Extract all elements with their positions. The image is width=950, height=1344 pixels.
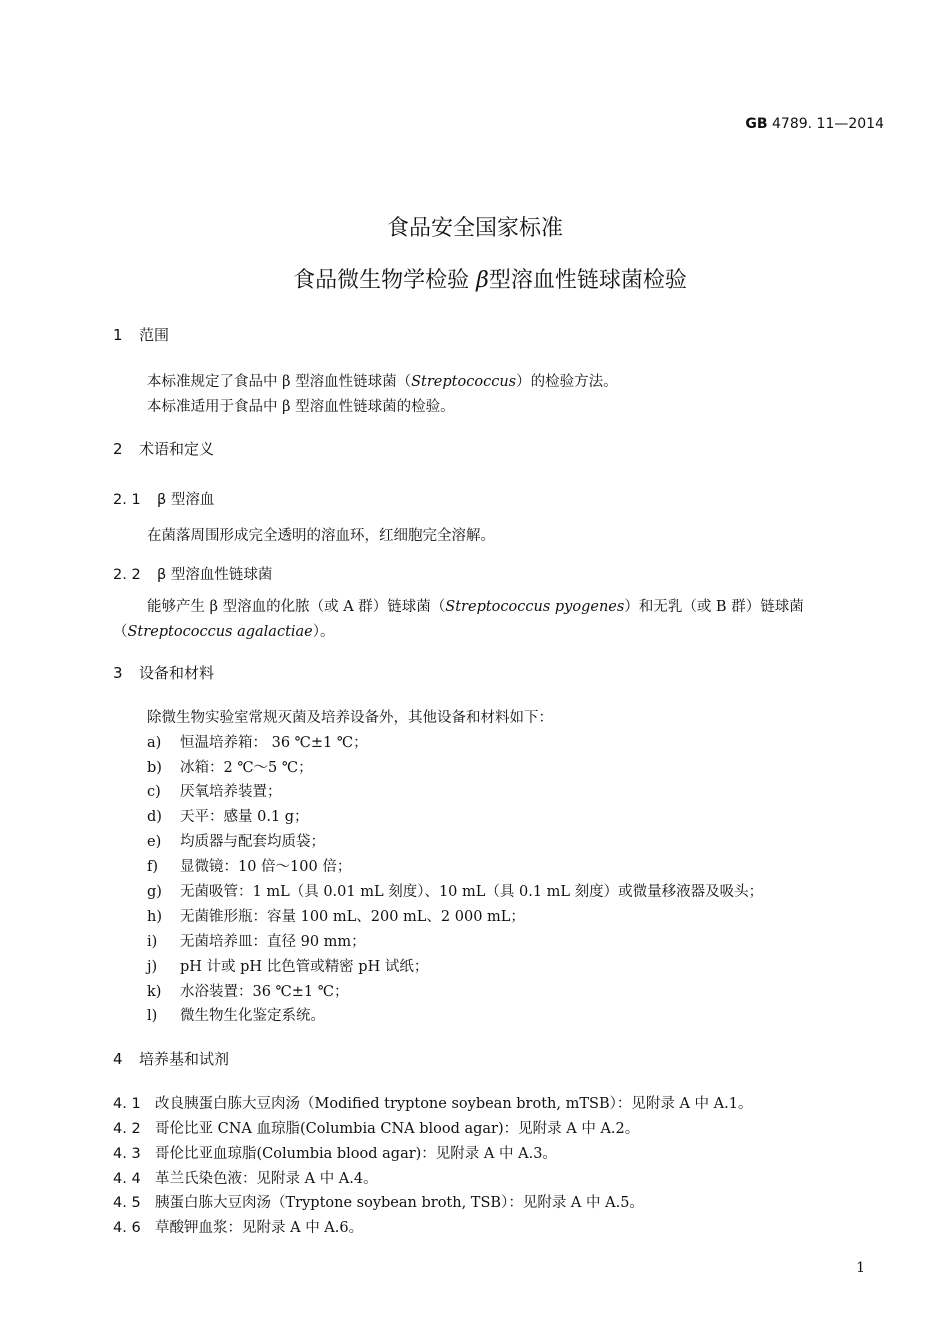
section-number: 3: [113, 664, 123, 682]
section-title: 培养基和试剂: [139, 1050, 230, 1068]
list-label: f): [147, 859, 159, 875]
list-label: i): [147, 934, 158, 950]
subsection-number: 4. 6: [113, 1220, 141, 1236]
document-title: 食品安全国家标准: [386, 216, 563, 241]
list-label: a): [147, 735, 162, 751]
subsection-text: 哥伦比亚血琼脂(Columbia blood agar)：见附录 A 中 A.3。: [155, 1146, 557, 1162]
text-run: （: [113, 624, 128, 640]
subsection-item: [113, 1191, 644, 1212]
list-text: 无菌吸管：1 mL（具 0.01 mL 刻度）、10 mL（具 0.1 mL 刻度）或微量移液器及吸头；: [180, 884, 764, 900]
section-number: 4: [113, 1050, 123, 1068]
standard-code-prefix: GB: [745, 116, 768, 132]
section-4-heading: [113, 1048, 229, 1069]
page-number: 1: [856, 1260, 865, 1276]
subsection-2-1-heading: [113, 488, 214, 509]
list-item: [147, 805, 309, 826]
section-1-heading: [113, 324, 169, 345]
section-2-heading: [113, 438, 214, 459]
subsection-item: [113, 1167, 378, 1188]
subsection-item: [113, 1092, 752, 1113]
subsection-2-2-text-line-2: [113, 620, 335, 641]
section-number: 2: [113, 440, 123, 458]
list-label: c): [147, 784, 161, 800]
list-label: h): [147, 909, 162, 925]
list-text: 均质器与配套均质袋；: [180, 834, 325, 850]
list-item: [147, 955, 428, 976]
list-text: 显微镜：10 倍～100 倍；: [180, 859, 352, 875]
section-title: 设备和材料: [139, 664, 215, 682]
subtitle-beta: β: [476, 268, 489, 293]
text-run: ）的检验方法。: [516, 374, 618, 390]
section-title: 范围: [139, 326, 170, 344]
list-item: [147, 855, 351, 876]
list-text: 厌氧培养装置；: [180, 784, 282, 800]
list-text: 冰箱：2 ℃～5 ℃；: [180, 760, 313, 776]
subsection-text: 改良胰蛋白胨大豆肉汤（Modified tryptone soybean broth, mTSB）：见附录 A 中 A.1。: [155, 1096, 753, 1112]
list-label: e): [147, 834, 162, 850]
list-label: j): [147, 959, 158, 975]
list-text: 天平：感量 0.1 g；: [180, 809, 309, 825]
list-text: 无菌培养皿：直径 90 mm；: [180, 934, 366, 950]
list-text: 恒温培养箱： 36 ℃±1 ℃；: [180, 735, 368, 751]
section-1-paragraph-2: 本标准适用于食品中 β 型溶血性链球菌的检验。: [147, 399, 455, 415]
text-run: ）。: [312, 624, 335, 640]
section-title: 术语和定义: [139, 440, 215, 458]
list-item: [147, 980, 348, 1001]
subtitle-part-2: 型溶血性链球菌检验: [488, 268, 687, 293]
section-number: 1: [113, 326, 123, 344]
subsection-title: β 型溶血性链球菌: [157, 567, 273, 583]
list-text: 微生物生化鉴定系统。: [180, 1008, 325, 1024]
list-item: [147, 880, 763, 901]
list-label: g): [147, 884, 162, 900]
subsection-title: β 型溶血: [157, 492, 215, 508]
list-item: [147, 830, 325, 851]
subsection-number: 4. 4: [113, 1171, 141, 1187]
subsection-item: [113, 1117, 639, 1138]
section-1-paragraph-1: [147, 370, 618, 391]
text-run: 本标准规定了食品中 β 型溶血性链球菌（: [147, 374, 412, 390]
subsection-item: [113, 1216, 363, 1237]
list-text: 水浴装置：36 ℃±1 ℃；: [180, 984, 349, 1000]
section-3-intro: 除微生物实验室常规灭菌及培养设备外，其他设备和材料如下：: [147, 710, 553, 726]
italic-text: Streptococcus agalactiae: [127, 624, 313, 640]
standard-code: [0, 116, 884, 132]
subsection-text: 胰蛋白胨大豆肉汤（Tryptone soybean broth, TSB）：见附录 A 中 A.5。: [155, 1195, 644, 1211]
list-item: [147, 1004, 325, 1025]
subsection-number: 4. 3: [113, 1146, 141, 1162]
list-text: 无菌锥形瓶：容量 100 mL、200 mL、2 000 mL；: [180, 909, 525, 925]
document-subtitle: [0, 263, 950, 294]
list-text: pH 计或 pH 比色管或精密 pH 试纸；: [180, 959, 429, 975]
italic-text: Streptococcus: [411, 374, 517, 390]
text-run: 能够产生 β 型溶血的化脓（或 A 群）链球菌（: [147, 599, 446, 615]
subsection-text: 草酸钾血浆：见附录 A 中 A.6。: [155, 1220, 364, 1236]
text-run: ）和无乳（或 B 群）链球菌: [624, 599, 804, 615]
subsection-number: 2. 2: [113, 567, 141, 583]
list-item: [147, 930, 366, 951]
list-item: [147, 780, 282, 801]
subsection-2-2-text-line-1: [147, 595, 804, 616]
list-item: [147, 731, 368, 752]
list-label: k): [147, 984, 162, 1000]
subsection-text: 哥伦比亚 CNA 血琼脂(Columbia CNA blood agar)：见附录 A 中 A.2。: [155, 1121, 640, 1137]
subsection-number: 4. 2: [113, 1121, 141, 1137]
subsection-number: 4. 1: [113, 1096, 141, 1112]
subsection-2-1-text: 在菌落周围形成完全透明的溶血环，红细胞完全溶解。: [147, 528, 495, 544]
list-label: l): [147, 1008, 158, 1024]
subsection-2-2-heading: [113, 563, 272, 584]
subsection-item: [113, 1142, 557, 1163]
list-item: [147, 756, 313, 777]
standard-code-number: 4789. 11—2014: [772, 116, 884, 132]
section-3-heading: [113, 662, 214, 683]
subsection-number: 4. 5: [113, 1195, 141, 1211]
subsection-number: 2. 1: [113, 492, 141, 508]
list-label: b): [147, 760, 162, 776]
subtitle-part-1: 食品微生物学检验: [293, 268, 477, 293]
list-label: d): [147, 809, 162, 825]
italic-text: Streptococcus pyogenes: [445, 599, 625, 615]
list-item: [147, 905, 525, 926]
subsection-text: 革兰氏染色液：见附录 A 中 A.4。: [155, 1171, 378, 1187]
